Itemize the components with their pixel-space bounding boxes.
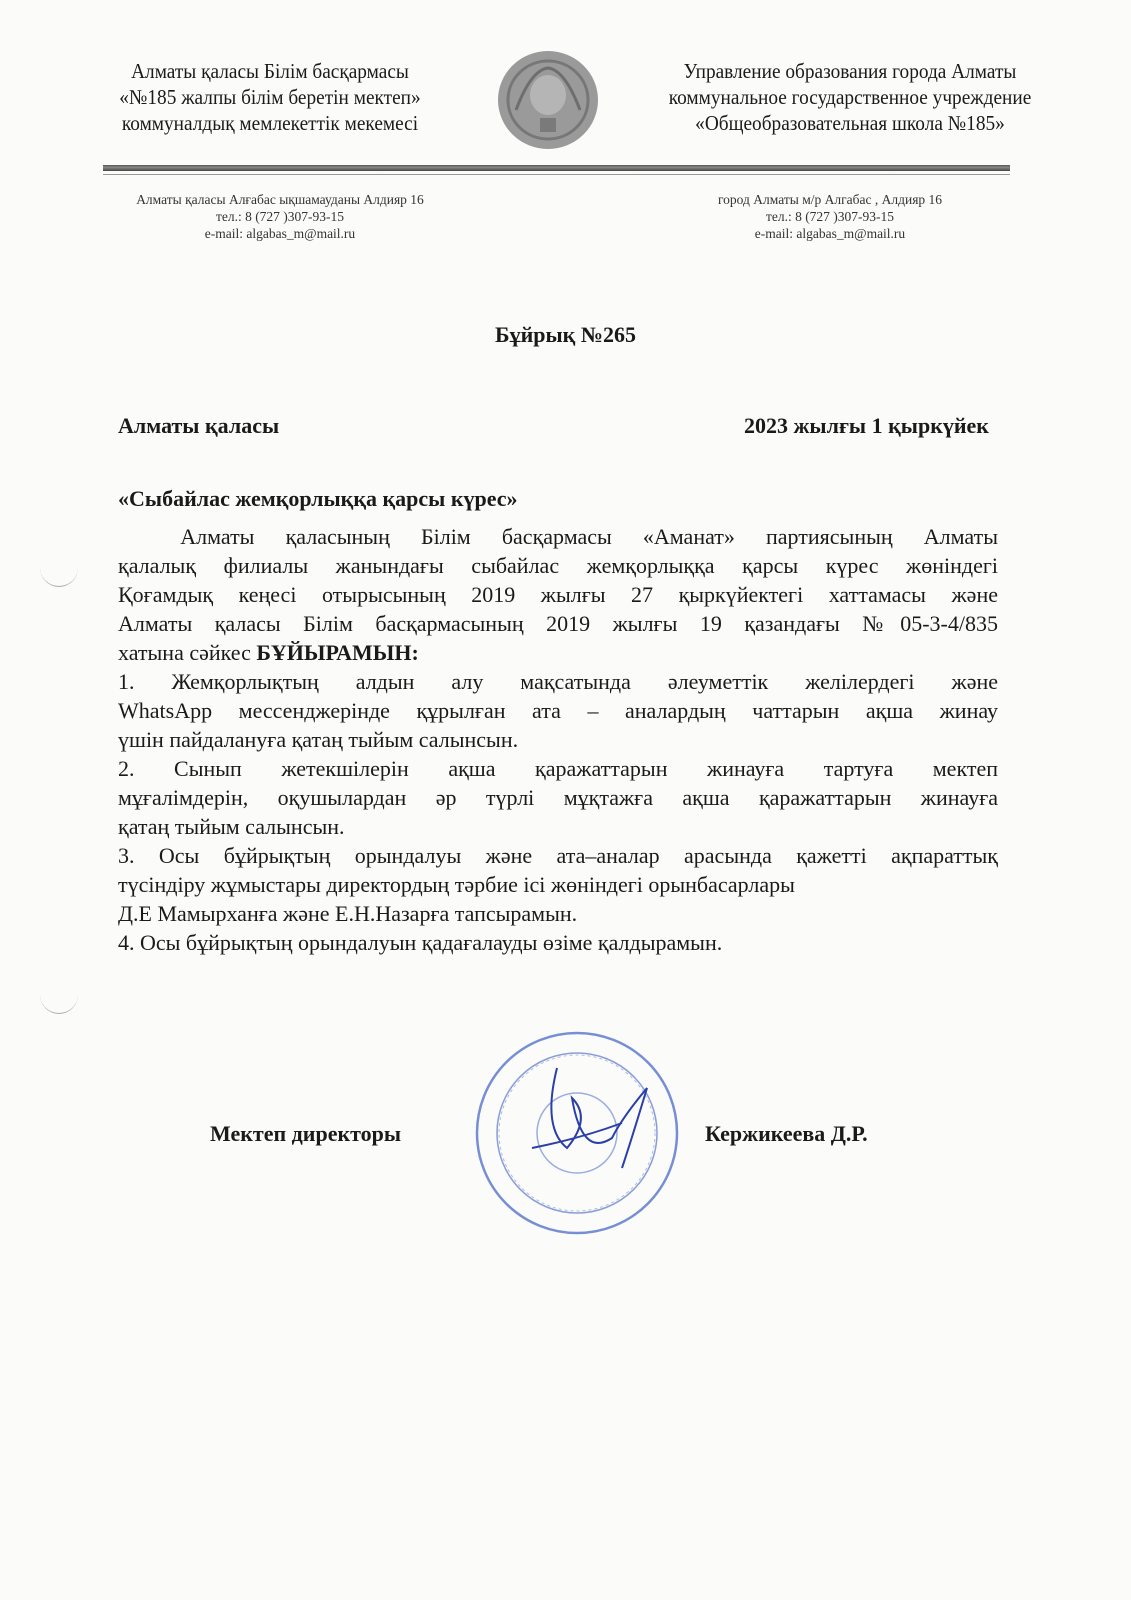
item-line: қатаң тыйым салынсын. [118,814,345,839]
official-stamp-icon [472,1028,682,1238]
signer-name: Кержикеева Д.Р. [705,1121,868,1146]
state-emblem-icon [496,50,600,150]
preamble-line [118,638,998,667]
document-city: Алматы қаласы [118,413,280,438]
order-item [118,841,998,928]
order-item [118,928,998,957]
phone: тел.: 8 (727 )307-93-15 [765,209,895,224]
item-line: 4. Осы бұйрықтың орындалуын қадағалауды өзіме қалдырамын. [118,930,723,955]
email: e-mail: algabas_m@mail.ru [204,226,356,241]
header-left-line: Алматы қаласы Білім басқармасы [131,59,409,83]
phone: тел.: 8 (727 )307-93-15 [215,209,345,224]
header-right-line: Управление образования города Алматы [683,59,1017,83]
item-line: 1. Жемқорлықтың алдын алу мақсатында әлеуметтік желілердегі және [118,669,998,694]
document-title: Бұйрық №265 [495,322,636,347]
item-line: мұғалімдерін, оқушылардан әр түрлі мұқтажға ақша қаражаттарын жинауға [118,785,998,810]
header-left-line: «№185 жалпы білім беретін мектеп» [119,85,421,109]
preamble-text: хатына сәйкес [118,640,257,665]
order-word: БҰЙЫРАМЫН: [256,640,419,665]
preamble-line: Қоғамдық кеңесі отырысының 2019 жылғы 27 қыркүйектегі хаттамасы және [118,582,998,607]
preamble-line: Алматы қаласының Білім басқармасы «Аманат» партиясының Алматы [118,524,998,549]
document-date: 2023 жылғы 1 қыркүйек [743,413,989,438]
item-line: WhatsApp мессенджерінде құрылған ата – аналардың чаттарын ақша жинау [118,698,998,723]
punch-hole [40,995,78,1014]
header-divider [103,165,1010,171]
order-item [118,754,998,841]
header-left [86,58,454,136]
item-line: 2. Сынып жетекшілерін ақша қаражаттарын жинауға тартуға мектеп [118,756,998,781]
header-divider-thin [103,174,1010,175]
preamble-line: Алматы қаласы Білім басқармасының 2019 жылғы 19 қазандағы №05-3-4/835 [118,611,998,636]
item-line: үшін пайдалануға қатаң тыйым салынсын. [118,727,519,752]
document-subject: «Сыбайлас жемқорлыққа қарсы күрес» [118,486,518,511]
address-line: город Алматы м/р Алгабас , Алдияр 16 [717,192,943,207]
header-right-line: «Общеобразовательная школа №185» [695,111,1005,135]
preamble-line: қалалық филиалы жанындағы сыбайлас жемқорлыққа қарсы күрес жөніндегі [118,553,998,578]
email: e-mail: algabas_m@mail.ru [754,226,906,241]
address-right [650,191,1010,242]
header-left-line: коммуналдық мемлекеттік мекемесі [121,111,419,135]
item-line: 3. Осы бұйрықтың орындалуы және ата–аналар арасында қажетті ақпараттық [118,843,998,868]
punch-hole [40,568,78,587]
address-line: Алматы қаласы Алғабас ықшамауданы Алдияр 16 [136,192,424,207]
signer-title: Мектеп директоры [210,1121,402,1146]
document-body [118,522,998,957]
header-right-line: коммунальное государственное учреждение [668,85,1032,109]
order-item [118,667,998,754]
header-right [648,58,1053,136]
item-line: түсіндіру жұмыстары директордың тәрбие ісі жөніндегі орынбасарлары [118,872,795,897]
item-line: Д.Е Мамырханға және Е.Н.Назарға тапсырамын. [118,901,578,926]
address-left [100,191,460,242]
